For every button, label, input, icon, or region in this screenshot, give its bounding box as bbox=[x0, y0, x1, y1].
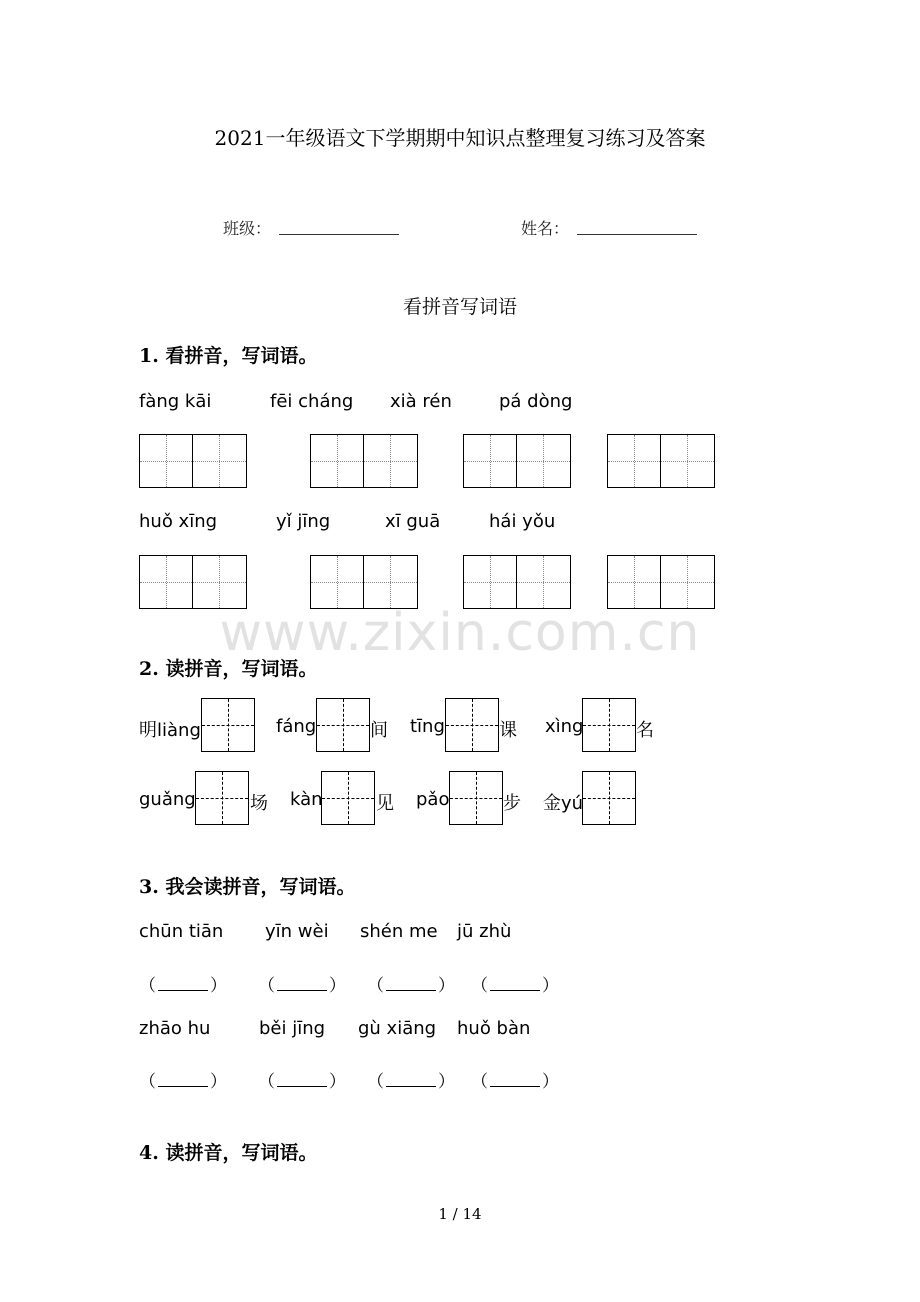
answer-blank[interactable]: （ ） bbox=[139, 1072, 227, 1092]
writing-box[interactable] bbox=[201, 698, 255, 752]
answer-blank[interactable]: （ ） bbox=[258, 1072, 346, 1092]
q3-pinyin: zhāo hu bbox=[139, 1018, 211, 1039]
q2-character: 步 bbox=[503, 793, 521, 814]
writing-grid[interactable] bbox=[139, 434, 247, 488]
class-blank[interactable] bbox=[279, 234, 399, 235]
answer-blank[interactable]: （ ） bbox=[471, 1072, 559, 1092]
answer-blank[interactable]: （ ） bbox=[367, 976, 455, 996]
q2-character: 课 bbox=[499, 720, 517, 741]
q2-pinyin: fáng bbox=[276, 716, 317, 737]
q3-pinyin: jū zhù bbox=[457, 921, 512, 942]
writing-box[interactable] bbox=[321, 771, 375, 825]
writing-box[interactable] bbox=[449, 771, 503, 825]
q2-pinyin: pǎo bbox=[416, 789, 450, 810]
name-label: 姓名： bbox=[521, 219, 570, 238]
q2-pinyin: kàn bbox=[290, 789, 323, 810]
q2-character: 名 bbox=[636, 720, 654, 741]
writing-box[interactable] bbox=[195, 771, 249, 825]
q1-pinyin: pá dòng bbox=[499, 391, 573, 412]
q2-pinyin: tīng bbox=[410, 716, 445, 737]
q2-character: 场 bbox=[250, 793, 268, 814]
q2-pinyin: guǎng bbox=[139, 789, 196, 810]
q1-pinyin: xī guā bbox=[385, 511, 441, 532]
writing-box[interactable] bbox=[582, 698, 636, 752]
answer-blank[interactable]: （ ） bbox=[471, 976, 559, 996]
q2-pinyin: xìng bbox=[545, 716, 584, 737]
q1-pinyin: fàng kāi bbox=[139, 391, 212, 412]
question-2-title: 2. 读拼音，写词语。 bbox=[139, 658, 318, 680]
q3-pinyin: yīn wèi bbox=[265, 921, 329, 942]
question-1-title: 1. 看拼音，写词语。 bbox=[139, 345, 318, 367]
section-title: 看拼音写词语 bbox=[402, 296, 517, 318]
q3-pinyin: huǒ bàn bbox=[457, 1018, 531, 1039]
writing-grid[interactable] bbox=[607, 434, 715, 488]
q3-pinyin: chūn tiān bbox=[139, 921, 224, 942]
page-number: 1 / 14 bbox=[438, 1205, 482, 1223]
writing-box[interactable] bbox=[316, 698, 370, 752]
writing-grid[interactable] bbox=[463, 555, 571, 609]
question-4-title: 4. 读拼音，写词语。 bbox=[139, 1142, 318, 1164]
class-label: 班级： bbox=[223, 219, 272, 238]
q2-pinyin: 金yú bbox=[543, 793, 584, 814]
q1-pinyin: fēi cháng bbox=[270, 391, 354, 412]
q1-pinyin: yǐ jīng bbox=[276, 511, 331, 532]
writing-grid[interactable] bbox=[310, 555, 418, 609]
q1-pinyin: huǒ xīng bbox=[139, 511, 218, 532]
answer-blank[interactable]: （ ） bbox=[367, 1072, 455, 1092]
q2-character: 见 bbox=[376, 793, 394, 814]
writing-grid[interactable] bbox=[310, 434, 418, 488]
q2-pinyin: 明liàng bbox=[139, 720, 201, 741]
answer-blank[interactable]: （ ） bbox=[258, 976, 346, 996]
writing-grid[interactable] bbox=[463, 434, 571, 488]
writing-grid[interactable] bbox=[139, 555, 247, 609]
question-3-title: 3. 我会读拼音，写词语。 bbox=[139, 876, 356, 898]
q3-pinyin: gù xiāng bbox=[358, 1018, 437, 1039]
q3-pinyin: shén me bbox=[360, 921, 438, 942]
q3-pinyin: běi jīng bbox=[259, 1018, 326, 1039]
writing-box[interactable] bbox=[445, 698, 499, 752]
q1-pinyin: xià rén bbox=[390, 391, 452, 412]
name-blank[interactable] bbox=[577, 234, 697, 235]
watermark: www.zixin.com.cn bbox=[219, 603, 701, 663]
q1-pinyin: hái yǒu bbox=[489, 511, 556, 532]
writing-box[interactable] bbox=[582, 771, 636, 825]
q2-character: 间 bbox=[370, 720, 388, 741]
document-title: 2021一年级语文下学期期中知识点整理复习练习及答案 bbox=[214, 126, 706, 150]
writing-grid[interactable] bbox=[607, 555, 715, 609]
answer-blank[interactable]: （ ） bbox=[139, 976, 227, 996]
